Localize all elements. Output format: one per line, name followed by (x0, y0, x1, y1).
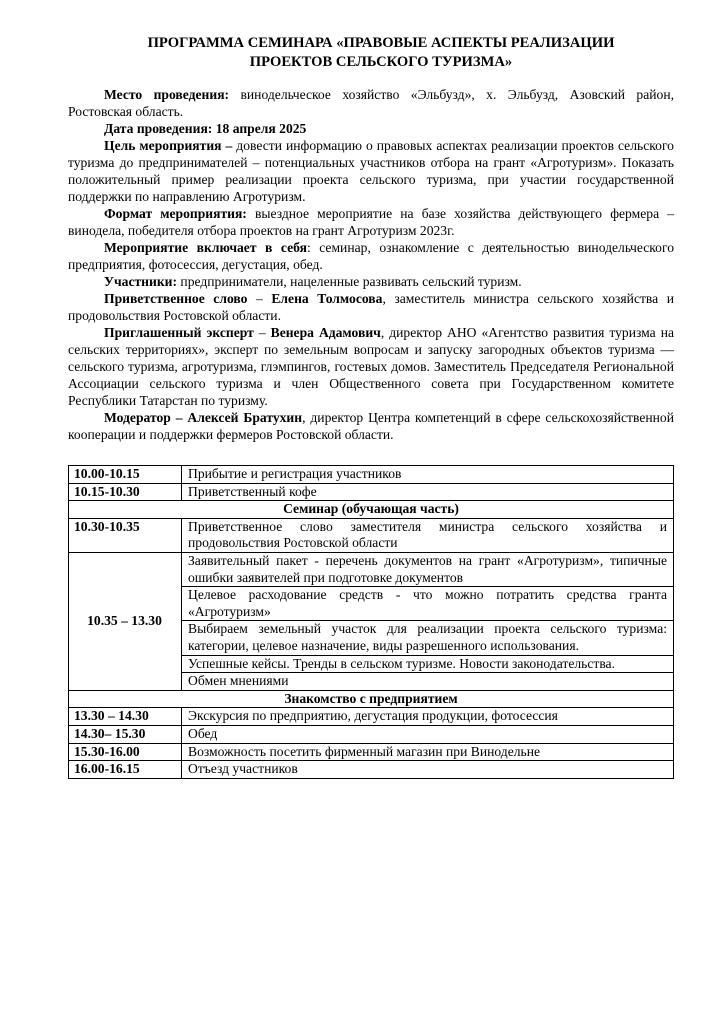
participants-text: предприниматели, нацеленные развивать сельский туризм. (177, 274, 522, 289)
row-time: 13.30 – 14.30 (69, 708, 182, 726)
row-time: 10.00-10.15 (69, 466, 182, 484)
section-heading: Знакомство с предприятием (69, 690, 674, 708)
expert-name: Венера Адамович (270, 325, 381, 340)
expert-paragraph (68, 324, 674, 409)
includes-text: : семинар, ознакомление с деятельностью винодельческого предприятия, фотосессия, дегустация, обед. (68, 240, 674, 272)
row-description: Приветственный кофе (182, 483, 674, 501)
includes-label: Мероприятие включает в себя (104, 240, 307, 255)
row-description: Экскурсия по предприятию, дегустация продукции, фотосессия (182, 708, 674, 726)
table-row (69, 552, 674, 586)
format-label: Формат мероприятия: (104, 206, 247, 221)
section-row (69, 501, 674, 519)
table-row (69, 518, 674, 552)
table-row (69, 761, 674, 779)
row-time: 10.15-10.30 (69, 483, 182, 501)
document-page (68, 34, 674, 779)
row-description: Целевое расходование средств - что можно потратить средства гранта «Агротуризм» (182, 587, 674, 621)
row-time: 15.30-16.00 (69, 743, 182, 761)
format-paragraph (68, 205, 674, 239)
expert-dash: – (253, 325, 271, 340)
row-description: Успешные кейсы. Тренды в сельском туризме. Новости законодательства. (182, 655, 674, 673)
block-time: 10.35 – 13.30 (69, 552, 182, 690)
row-description: Возможность посетить фирменный магазин при Винодельне (182, 743, 674, 761)
row-description: Прибытие и регистрация участников (182, 466, 674, 484)
goal-paragraph (68, 137, 674, 205)
welcome-label: Приветственное слово (104, 291, 248, 306)
row-time: 10.30-10.35 (69, 518, 182, 552)
table-row (69, 725, 674, 743)
table-row (69, 466, 674, 484)
section-row (69, 690, 674, 708)
moderator-paragraph (68, 409, 674, 443)
date-paragraph (68, 120, 674, 137)
venue-label: Место проведения: (104, 87, 230, 102)
table-row (69, 743, 674, 761)
goal-text: довести информацию о правовых аспектах реализации проектов сельского туризма до предпринимателей – потенциальных участников отбора на грант «Агротуризм». Показать положительный пример реализации проекта сельского туризма, при участии государственной поддержки по направлению Агротуризм. (68, 138, 674, 204)
includes-paragraph (68, 239, 674, 273)
date-label: Дата проведения: 18 апреля 2025 (104, 121, 307, 136)
venue-text: винодельческое хозяйство «Эльбузд», х. Эльбузд, Азовский район, Ростовская область. (68, 87, 674, 119)
welcome-paragraph (68, 290, 674, 324)
venue-paragraph (68, 86, 674, 120)
row-description: Отъезд участников (182, 761, 674, 779)
schedule-table (68, 465, 674, 779)
row-description: Обед (182, 725, 674, 743)
welcome-name: Елена Толмосова (271, 291, 383, 306)
row-description: Заявительный пакет - перечень документов на грант «Агротуризм», типичные ошибки заявителей при подготовке документов (182, 552, 674, 586)
document-title (68, 34, 674, 72)
moderator-text: , директор Центра компетенций в сфере сельскохозяйственной кооперации и поддержки фермеров Ростовской области. (68, 410, 674, 442)
row-description: Приветственное слово заместителя министра сельского хозяйства и продовольствия Ростовской области (182, 518, 674, 552)
row-time: 16.00-16.15 (69, 761, 182, 779)
row-description: Обмен мнениями (182, 673, 674, 691)
welcome-text: , заместитель министра сельского хозяйства и продовольствия Ростовской области. (68, 291, 674, 323)
table-row (69, 483, 674, 501)
title-line-2: ПРОЕКТОВ СЕЛЬСКОГО ТУРИЗМА» (249, 54, 513, 70)
format-text: выездное мероприятие на базе хозяйства действующего фермера – винодела, победителя отбора проектов на грант Агротуризм 2023г. (68, 206, 675, 238)
section-heading: Семинар (обучающая часть) (69, 501, 674, 519)
welcome-dash: – (247, 291, 272, 306)
row-description: Выбираем земельный участок для реализации проекта сельского туризма: категории, целевое назначение, виды разрешенного использования. (182, 621, 674, 655)
title-line-1: ПРОГРАММА СЕМИНАРА «ПРАВОВЫЕ АСПЕКТЫ РЕАЛИЗАЦИИ (147, 35, 615, 51)
table-row (69, 708, 674, 726)
row-time: 14.30– 15.30 (69, 725, 182, 743)
moderator-label: Модератор – Алексей Братухин (104, 410, 303, 425)
expert-label: Приглашенный эксперт (104, 325, 254, 340)
goal-label: Цель мероприятия – (104, 138, 233, 153)
participants-label: Участники: (104, 274, 178, 289)
participants-paragraph (68, 273, 674, 290)
expert-text: , директор АНО «Агентство развития туризма на сельских территориях», эксперт по земельным вопросам и запуску загородных объектов туризма — сельского туризма, агротуризма, глэмпингов, гостевых домов. Заместитель Председателя Региональной Ассоциации сельского туризма и член Общественного совета при Государственном комитете Республики Татарстан по туризму. (68, 325, 675, 408)
